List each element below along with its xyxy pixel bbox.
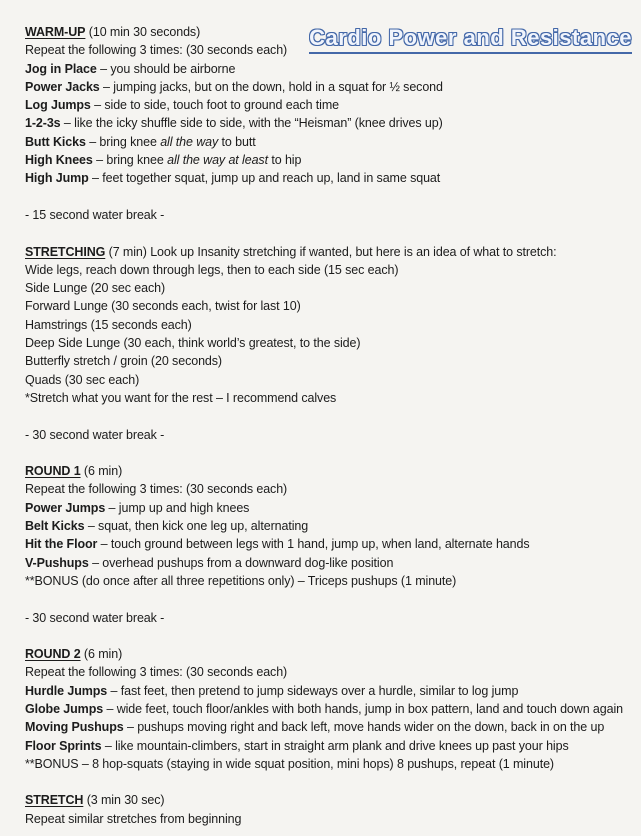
section-heading: STRETCH (25, 793, 84, 808)
exercise-name: Globe Jumps (25, 701, 104, 716)
doc-line (25, 572, 641, 590)
doc-line (25, 645, 641, 663)
doc-line (25, 791, 641, 809)
doc-line (25, 224, 641, 242)
doc-line (25, 279, 641, 297)
doc-text: Wide legs, reach down through legs, then to each side (15 sec each) (25, 262, 399, 277)
doc-text: – you should be airborne (96, 61, 236, 76)
doc-line (25, 737, 641, 755)
doc-text: (6 min) (80, 647, 123, 662)
doc-text: – side to side, touch foot to ground each time (90, 98, 340, 113)
doc-line (25, 627, 641, 645)
doc-line (25, 609, 641, 627)
section-heading: ROUND 2 (25, 647, 81, 662)
doc-text: – fast feet, then pretend to jump sideways over a hurdle, similar to log jump (107, 683, 519, 698)
doc-text: – bring knee (85, 134, 161, 149)
document-title: Cardio Power and Resistance (309, 25, 632, 54)
doc-text: – jumping jacks, but on the down, hold in a squat for ½ second (99, 79, 443, 94)
doc-text: Repeat similar stretches from beginning (25, 811, 242, 826)
doc-line (25, 480, 641, 498)
doc-line (25, 316, 641, 334)
doc-text: – bring knee (92, 153, 168, 168)
doc-text: Side Lunge (20 sec each) (25, 281, 166, 296)
exercise-name: High Knees (25, 153, 93, 168)
doc-line (25, 334, 641, 352)
exercise-name: Belt Kicks (25, 519, 85, 534)
doc-text: (10 min 30 seconds) (85, 25, 201, 39)
doc-text: Repeat the following 3 times: (30 seconds each) (25, 43, 288, 58)
exercise-name: Floor Sprints (25, 738, 102, 753)
doc-text: Repeat the following 3 times: (30 seconds each) (25, 665, 288, 680)
exercise-name: 1-2-3s (25, 116, 61, 131)
exercise-name: Log Jumps (25, 98, 91, 113)
doc-text: to hip (267, 153, 302, 168)
doc-text: - 15 second water break - (25, 207, 165, 222)
doc-line (25, 499, 641, 517)
doc-text: – like mountain-climbers, start in straight arm plank and drive knees up past your hips (101, 738, 569, 753)
doc-text: – touch ground between legs with 1 hand, jump up, when land, alternate hands (97, 537, 530, 552)
exercise-name: Moving Pushups (25, 720, 124, 735)
doc-line (25, 663, 641, 681)
doc-text: – like the icky shuffle side to side, with the “Heisman” (knee drives up) (60, 116, 443, 131)
section-heading: WARM-UP (25, 25, 86, 39)
doc-text: – jump up and high knees (105, 500, 250, 515)
emphasis-text: all the way at least (167, 153, 268, 168)
doc-line (25, 407, 641, 425)
doc-text: (3 min 30 sec) (83, 793, 165, 808)
doc-text: **BONUS – 8 hop-squats (staying in wide squat position, mini hops) 8 pushups, repeat (1 minute) (25, 756, 554, 771)
doc-text: – wide feet, touch floor/ankles with both hands, jump in box pattern, land and touch down again (103, 701, 624, 716)
doc-text: (7 min) Look up Insanity stretching if wanted, but here is an idea of what to stretch: (105, 244, 557, 259)
doc-text: – squat, then kick one leg up, alternating (84, 519, 309, 534)
doc-line (25, 810, 641, 828)
exercise-name: Jog in Place (25, 61, 97, 76)
doc-line (25, 554, 641, 572)
document-body (25, 23, 641, 828)
exercise-name: Butt Kicks (25, 134, 86, 149)
doc-line (25, 188, 641, 206)
doc-line (25, 297, 641, 315)
exercise-name: High Jump (25, 171, 89, 186)
doc-text: to butt (218, 134, 256, 149)
doc-text: Butterfly stretch / groin (20 seconds) (25, 354, 222, 369)
doc-text: Repeat the following 3 times: (30 seconds each) (25, 482, 288, 497)
doc-line (25, 462, 641, 480)
exercise-name: Power Jumps (25, 500, 106, 515)
doc-line (25, 60, 641, 78)
exercise-name: Hit the Floor (25, 537, 98, 552)
doc-line (25, 96, 641, 114)
doc-line (25, 243, 641, 261)
doc-text: – feet together squat, jump up and reach up, land in same squat (88, 171, 441, 186)
doc-text: - 30 second water break - (25, 427, 165, 442)
doc-text: Deep Side Lunge (30 each, think world’s greatest, to the side) (25, 336, 361, 351)
doc-line (25, 261, 641, 279)
doc-line (25, 389, 641, 407)
exercise-name: Power Jacks (25, 79, 100, 94)
doc-text: Hamstrings (15 seconds each) (25, 317, 192, 332)
doc-text: **BONUS (do once after all three repetitions only) – Triceps pushups (1 minute) (25, 573, 457, 588)
doc-line (25, 535, 641, 553)
doc-line (25, 352, 641, 370)
doc-line (25, 444, 641, 462)
section-heading: ROUND 1 (25, 464, 81, 479)
doc-line (25, 718, 641, 736)
section-heading: STRETCHING (25, 244, 106, 259)
doc-text: Forward Lunge (30 seconds each, twist for last 10) (25, 299, 301, 314)
exercise-name: Hurdle Jumps (25, 683, 108, 698)
doc-line (25, 133, 641, 151)
doc-line (25, 114, 641, 132)
doc-line (25, 755, 641, 773)
doc-line (25, 151, 641, 169)
doc-text: – overhead pushups from a downward dog-like position (88, 555, 394, 570)
doc-line (25, 371, 641, 389)
doc-line (25, 426, 641, 444)
doc-line (25, 517, 641, 535)
doc-text: (6 min) (80, 464, 123, 479)
doc-line (25, 78, 641, 96)
doc-text: - 30 second water break - (25, 610, 165, 625)
doc-line (25, 682, 641, 700)
doc-line (25, 700, 641, 718)
emphasis-text: all the way (160, 134, 219, 149)
doc-line (25, 206, 641, 224)
doc-text: *Stretch what you want for the rest – I recommend calves (25, 390, 337, 405)
doc-text: – pushups moving right and back left, move hands wider on the down, back in on the up (123, 720, 605, 735)
doc-line (25, 169, 641, 187)
doc-text: Quads (30 sec each) (25, 372, 140, 387)
doc-line (25, 590, 641, 608)
doc-line (25, 773, 641, 791)
exercise-name: V-Pushups (25, 555, 89, 570)
